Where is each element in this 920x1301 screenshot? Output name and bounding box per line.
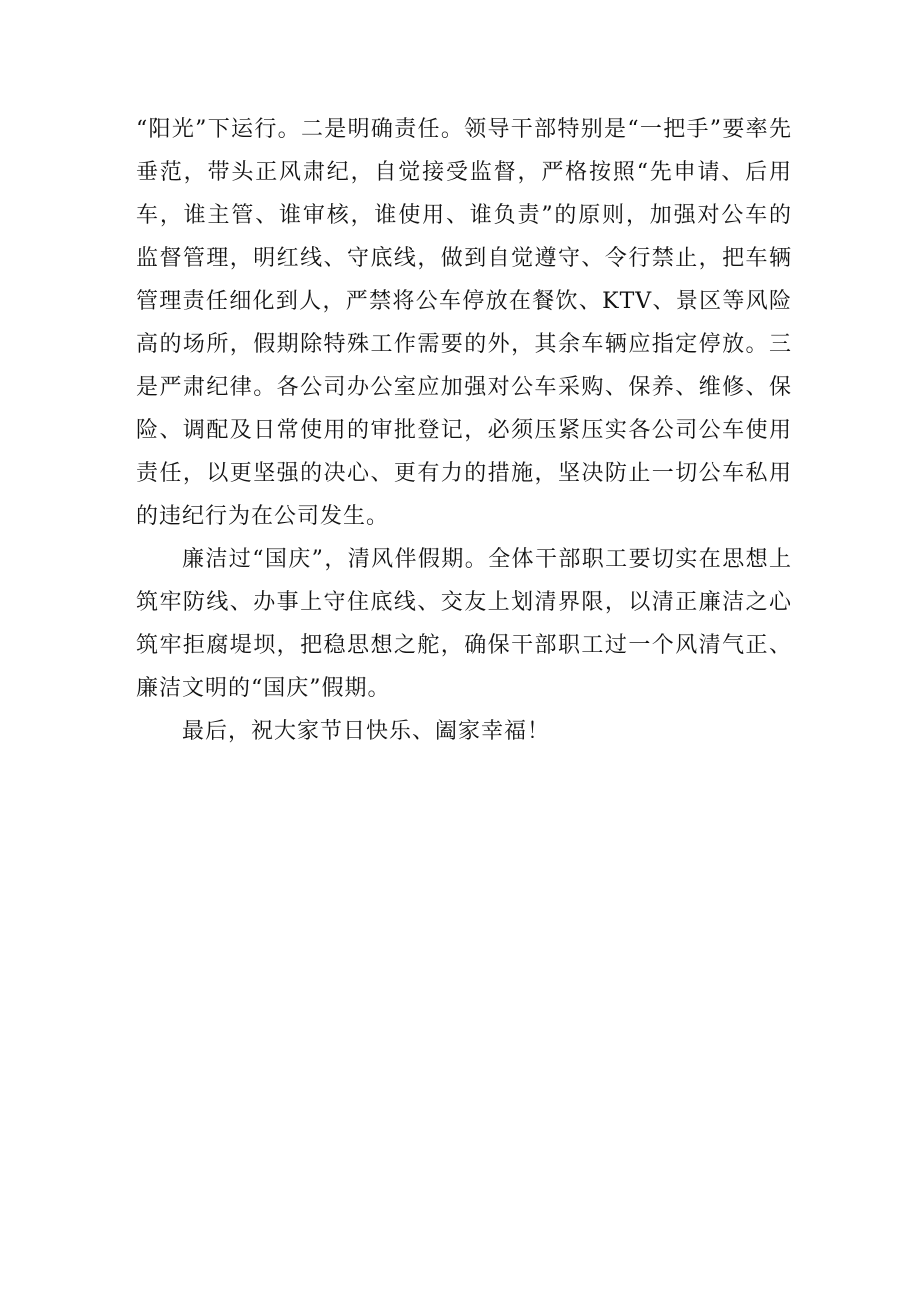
paragraph-continuation: “阳光”下运行。二是明确责任。领导干部特别是“一把手”要率先垂范，带头正风肃纪，自觉接受监督，严格按照“先申请、后用车，谁主管、谁审核，谁使用、谁负责”的原则，加强对公车的监督管理，明红线、守底线，做到自觉遵守、令行禁止，把车辆管理责任细化到人，严禁将公车停放在餐饮、KTV、景区等风险高的场所，假期除特殊工作需要的外，其余车辆应指定停放。三是严肃纪律。各公司办公室应加强对公车采购、保养、维修、保险、调配及日常使用的审批登记，必须压紧压实各公司公车使用责任，以更坚强的决心、更有力的措施，坚决防止一切公车私用的违纪行为在公司发生。 [136,117,792,529]
paragraph-closing-wishes: 最后，祝大家节日快乐、阖家幸福！ [182,719,551,744]
document-body [136,108,792,753]
paragraph-integrity-holiday: 廉洁过“国庆”，清风伴假期。全体干部职工要切实在思想上筑牢防线、办事上守住底线、交友上划清界限，以清正廉洁之心筑牢拒腐堤坝，把稳思想之舵，确保干部职工过一个风清气正、廉洁文明的“国庆”假期。 [136,547,792,701]
